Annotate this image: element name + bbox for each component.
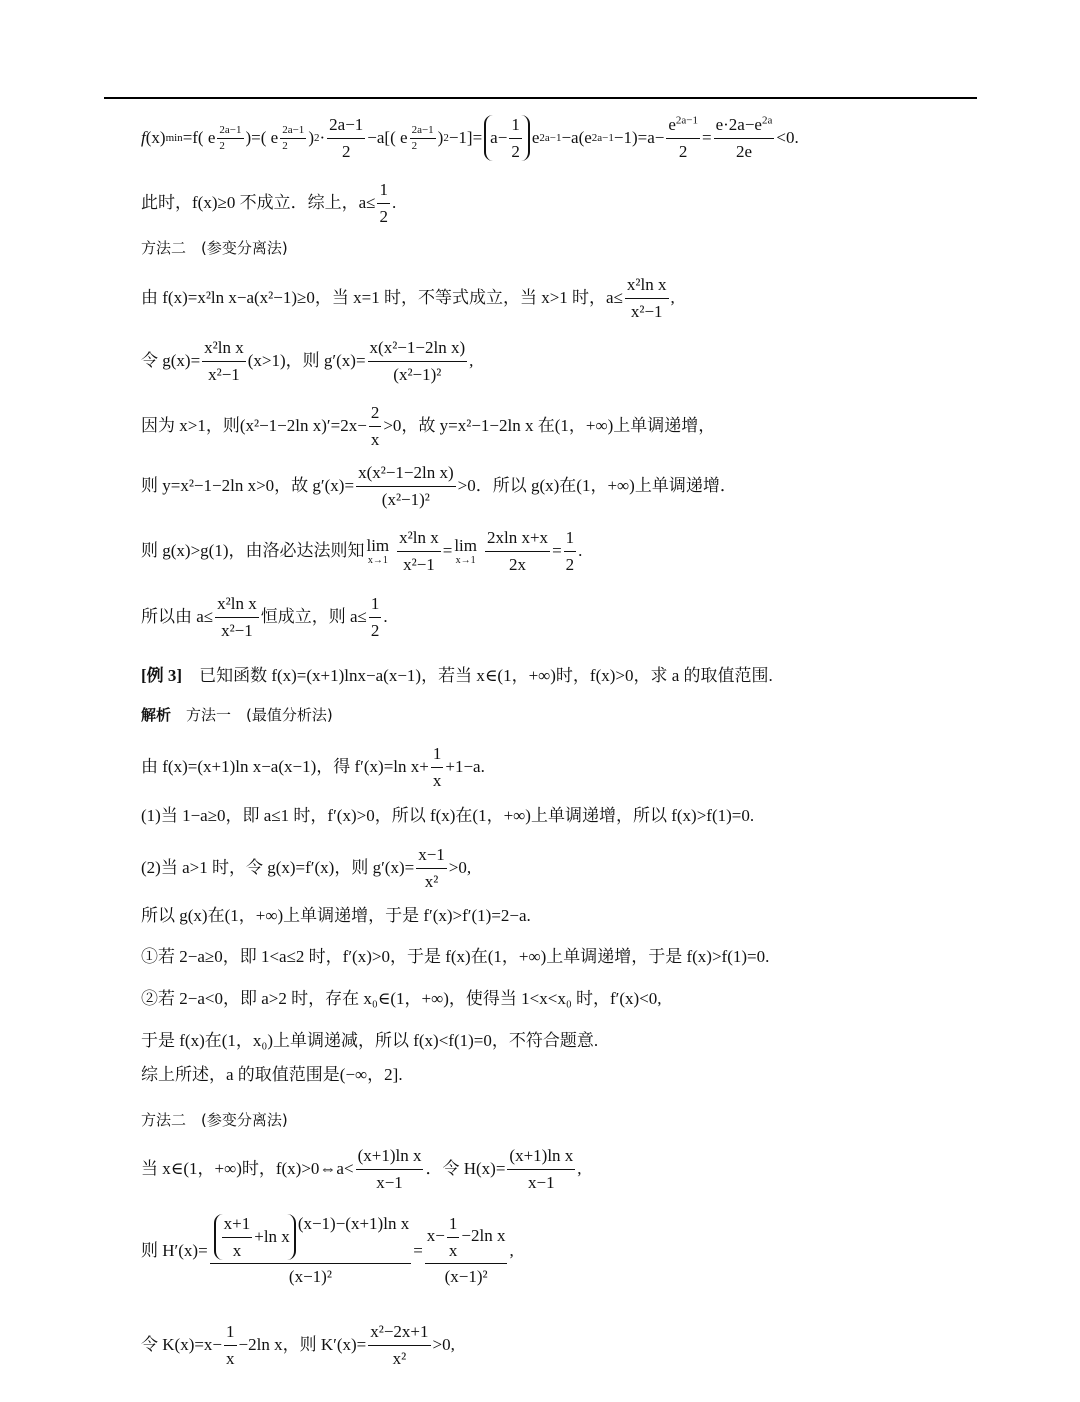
text: 所以由 a≤	[141, 607, 214, 627]
text: ②若 2−a<0，即 a>2 时，存在 x₀∈(1，+∞)，使得当 1<x<x₀ 时，f′(x)<0,	[141, 989, 662, 1008]
line-subcase-1	[141, 947, 769, 967]
text: =	[413, 1240, 423, 1260]
text: >0．所以 g(x)在(1，+∞)上单调递增．	[457, 476, 737, 496]
parenthesized-expression: a− $\frac{1}{2}$	[484, 115, 530, 161]
line-derivative	[141, 403, 715, 449]
line-fprime	[141, 744, 485, 790]
solution-label: 解析	[141, 706, 172, 724]
text: 综上所述，a 的取值范围是(−∞，2].	[141, 1065, 403, 1084]
text: 恒成立，则 a≤	[260, 607, 367, 627]
text: >0，故 y=x²−1−2ln x 在(1，+∞)上单调递增，	[383, 416, 716, 436]
text: ·	[319, 128, 326, 148]
text: ．令 H(x)=	[425, 1159, 506, 1179]
fraction: $\frac{\text{2xln x+x}}{2x}$	[487, 528, 549, 574]
text: −1]=	[448, 128, 483, 148]
text: >0,	[448, 858, 472, 878]
fraction: $\frac{\text{x(x²−1−2ln x)}}{\text{(x²−1)²}}$	[358, 463, 454, 509]
example-3-statement	[141, 666, 773, 686]
text: .	[383, 607, 388, 627]
line-define-k	[141, 1322, 455, 1368]
line-decreasing	[141, 1031, 598, 1051]
text: ,	[509, 1240, 514, 1260]
heading-text: 方法二 (参变分离法)	[141, 1111, 288, 1129]
text: .	[578, 541, 583, 561]
line-inequality	[141, 275, 675, 321]
text: f	[141, 128, 146, 148]
text: 由 f(x)=x²ln x−a(x²−1)≥0，当 x=1 时，不等式成立，当 x>1 时，a≤	[141, 288, 623, 308]
fraction: $\frac{1}{x}$	[432, 744, 442, 790]
compound-fraction: x+1 x +ln x (x−1)−(x+1)ln x (x−1)²	[210, 1214, 412, 1287]
text: 此时，f(x)≥0 不成立．综上，a≤	[141, 193, 376, 213]
fraction: $\frac{1}{2}$	[379, 180, 388, 226]
text: ,	[469, 351, 474, 371]
line-lhopital	[141, 528, 582, 574]
fraction: $\frac{1}{x}$	[226, 1322, 235, 1368]
text: 令 g(x)=	[141, 351, 201, 371]
limit-operator: lim x→1	[454, 535, 477, 566]
text: 则 y=x²−1−2ln x>0，故 g′(x)=	[141, 476, 355, 496]
exponent-fraction: 2a−1 2	[282, 123, 305, 152]
text: )	[437, 128, 444, 148]
text: )	[308, 128, 314, 148]
line-summary	[141, 1065, 403, 1085]
text: e	[531, 128, 540, 148]
text: 则 g(x)>g(1)，由洛必达法则知	[141, 541, 365, 561]
fraction: $\frac{\text{(x+1)ln x}}{x-1}$	[509, 1146, 574, 1192]
text: =	[552, 541, 562, 561]
fraction: $\frac{\text{x²ln x}}{\text{x²−1}}$	[399, 528, 439, 574]
text: −a(e	[561, 128, 592, 148]
line-case-2	[141, 845, 471, 891]
text: =f( e	[182, 128, 216, 148]
fraction: $\frac{e^{2a-1}}{2}$	[668, 114, 698, 161]
exponent-fraction: 2a−1 2	[219, 123, 242, 152]
fraction: (x+1)ln x x−1	[357, 1146, 422, 1192]
text: =	[702, 128, 712, 148]
text: >0,	[432, 1335, 455, 1355]
line-fmin: f (x) min =f( e 2a−1 2 )=( e 2a−1 2 ) 2 · 2a−1 2 −a[( e 2a−1 2 ) 2 −1]= a− $\frac{1}{2}$ e 2a−1 −a(e 2a−1 −1)=a− $\frac{e^{2a-1}}{2}$ = $\frac{e\cdot 2a-e^{2a}}{2e}$ <0.	[141, 114, 799, 161]
text: .	[391, 193, 397, 213]
fraction: $\frac{\text{x²ln x}}{\text{x²−1}}$	[217, 594, 257, 640]
text: (1)当 1−a≥0，即 a≤1 时，f′(x)>0，所以 f(x)在(1，+∞)上单调递增，所以 f(x)>f(1)=0.	[141, 806, 755, 825]
fraction: $\frac{2}{x}$	[370, 403, 380, 449]
text: 已知函数 f(x)=(x+1)lnx−a(x−1)，若当 x∈(1，+∞)时，f(x)>0，求 a 的取值范围.	[182, 666, 773, 685]
text: +1−a.	[445, 757, 485, 777]
line-define-h	[141, 1146, 582, 1192]
fraction: x− $\frac{1}{x}$ −2ln x (x−1)²	[426, 1214, 506, 1287]
line-conclusion-1	[141, 180, 396, 226]
text: 于是 f(x)在(1，x₀)上单调递减，所以 f(x)<f(1)=0，不符合题意.	[141, 1031, 599, 1050]
fraction: 2a−1 2	[329, 115, 364, 161]
fraction: $\frac{\text{x²ln x}}{\text{x²−1}}$	[626, 275, 667, 321]
text: −1)=a−	[613, 128, 665, 148]
text: )=( e	[245, 128, 279, 148]
example-label: [例 3]	[141, 666, 183, 685]
line-subcase-2	[141, 989, 662, 1009]
line-define-g	[141, 338, 473, 384]
text: 因为 x>1，则(x²−1−2ln x)′=2x−	[141, 416, 367, 436]
exponent-fraction: 2a−1 2	[411, 123, 434, 152]
line-g-increasing-2	[141, 906, 531, 926]
text: 令 K(x)=x−	[141, 1335, 223, 1355]
text: ,	[577, 1159, 582, 1179]
text: −a[( e	[367, 128, 408, 148]
line-g-increasing	[141, 463, 737, 509]
fraction: $\frac{\text{x²−2x+1}}{\text{x²}}$	[370, 1322, 429, 1368]
text: (2)当 a>1 时，令 g(x)=f′(x)，则 g′(x)=	[141, 858, 415, 878]
text: ,	[670, 288, 675, 308]
text: 当 x∈(1，+∞)时，f(x)>0⇔a<	[141, 1159, 354, 1179]
line-hprime	[141, 1214, 514, 1287]
fraction: $\frac{\text{x²ln x}}{\text{x²−1}}$	[204, 338, 244, 384]
text: <0.	[776, 128, 799, 148]
text: (x>1)，则 g′(x)=	[247, 351, 366, 371]
text: 则 H′(x)=	[141, 1240, 208, 1260]
fraction: $\frac{x-1}{\text{x²}}$	[418, 845, 445, 891]
limit-operator: lim x→1	[366, 535, 390, 566]
section-method-two-b	[141, 1112, 288, 1129]
header-rule	[104, 97, 977, 99]
line-case-1	[141, 806, 754, 826]
text: (x)	[145, 128, 166, 148]
fraction: $\frac{1}{2}$	[370, 594, 380, 640]
text: =	[442, 541, 453, 561]
text: 所以 g(x)在(1，+∞)上单调递增，于是 f′(x)>f′(1)=2−a.	[141, 906, 531, 925]
fraction: $\frac{\text{x(x²−1−2ln x)}}{\text{(x²−1)²}}$	[369, 338, 466, 384]
solution-heading	[141, 707, 333, 724]
text: −2ln x，则 K′(x)=	[238, 1335, 367, 1355]
text: 由 f(x)=(x+1)ln x−a(x−1)，得 f′(x)=ln x+	[141, 757, 429, 777]
text: ①若 2−a≥0，即 1<a≤2 时，f′(x)>0，于是 f(x)在(1，+∞)上单调递增，于是 f(x)>f(1)=0.	[141, 947, 770, 966]
fraction: $\frac{1}{2}$	[565, 528, 575, 574]
heading-text: 方法一 (最值分析法)	[171, 706, 333, 724]
fraction: $\frac{e\cdot 2a-e^{2a}}{2e}$	[715, 114, 773, 161]
section-method-two	[141, 240, 288, 257]
heading-text: 方法二 (参变分离法)	[141, 239, 288, 257]
line-conclusion-2	[141, 594, 388, 640]
